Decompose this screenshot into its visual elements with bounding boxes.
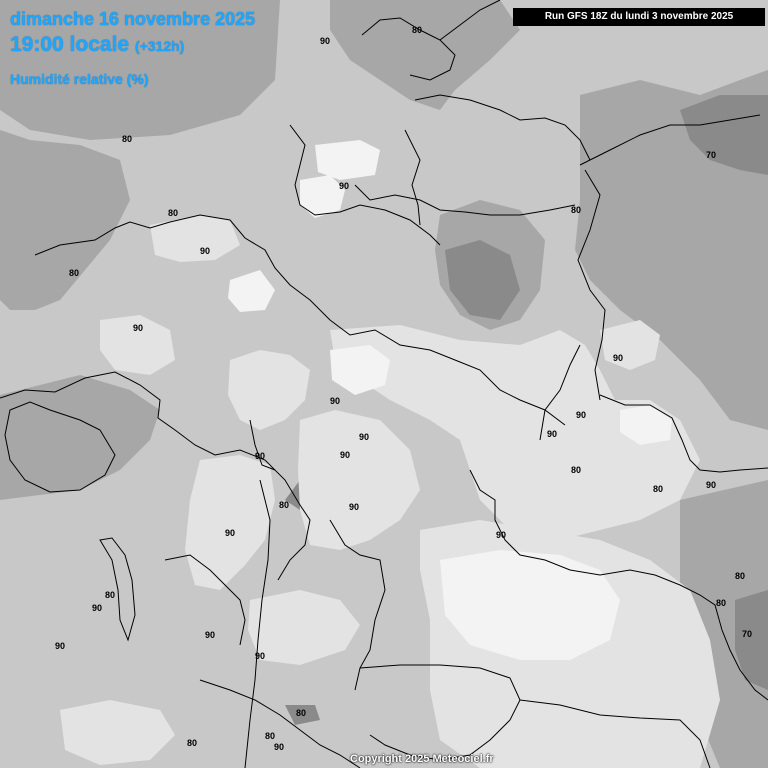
contour-label: 90 — [133, 323, 144, 333]
contour-label: 90 — [576, 410, 587, 420]
contour-label: 90 — [200, 246, 211, 256]
forecast-offset: (+312h) — [134, 38, 185, 54]
contour-label: 90 — [320, 36, 331, 46]
contour-label: 90 — [274, 742, 285, 752]
contour-label: 90 — [225, 528, 236, 538]
contour-label: 80 — [69, 268, 80, 278]
parameter-label: Humidité relative (%) — [10, 71, 149, 87]
contour-label: 90 — [547, 429, 558, 439]
contour-label: 80 — [571, 205, 582, 215]
contour-label: 80 — [265, 731, 276, 741]
contour-label: 90 — [55, 641, 66, 651]
contour-label: 90 — [92, 603, 103, 613]
contour-label: 70 — [706, 150, 717, 160]
contour-label: 90 — [339, 181, 350, 191]
contour-label: 80 — [653, 484, 664, 494]
contour-label: 90 — [255, 451, 266, 461]
forecast-time — [10, 33, 184, 57]
local-time: 19:00 locale — [10, 33, 130, 56]
contour-label: 80 — [279, 500, 290, 510]
contour-label: 80 — [296, 708, 307, 718]
contour-label: 80 — [168, 208, 179, 218]
contour-label: 90 — [330, 396, 341, 406]
run-info-banner: Run GFS 18Z du lundi 3 novembre 2025 — [513, 8, 765, 26]
contour-label: 90 — [706, 480, 717, 490]
contour-label: 80 — [716, 598, 727, 608]
contour-label: 80 — [187, 738, 198, 748]
contour-label: 80 — [412, 25, 423, 35]
contour-label: 90 — [205, 630, 216, 640]
contour-label: 80 — [571, 465, 582, 475]
contour-label: 90 — [340, 450, 351, 460]
forecast-date: dimanche 16 novembre 2025 — [10, 9, 256, 29]
contour-label: 90 — [349, 502, 360, 512]
contour-label: 80 — [105, 590, 116, 600]
contour-label: 70 — [742, 629, 753, 639]
contour-label: 80 — [735, 571, 746, 581]
copyright-notice: Copyright 2025 Meteociel.fr — [350, 753, 494, 765]
contour-label: 90 — [613, 353, 624, 363]
contour-label: 90 — [255, 651, 266, 661]
contour-label: 90 — [496, 530, 507, 540]
contour-label: 90 — [359, 432, 370, 442]
contour-label: 80 — [122, 134, 133, 144]
